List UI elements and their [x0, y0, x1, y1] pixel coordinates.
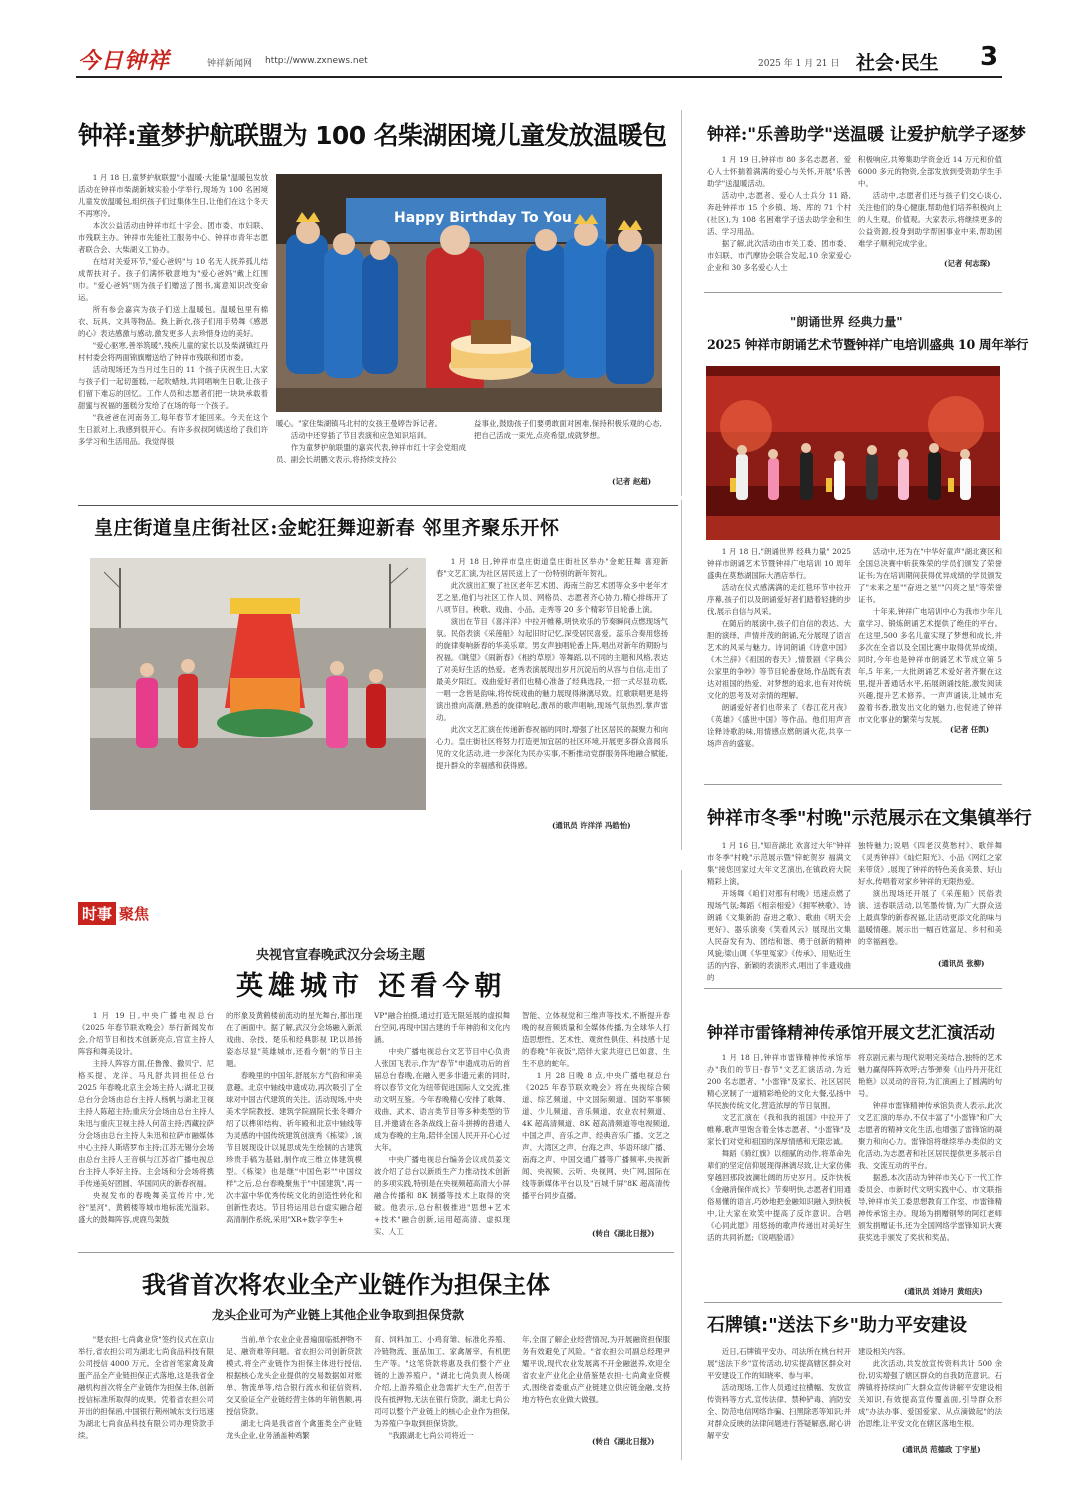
article7-title: 石牌镇:"送法下乡"助力平安建设	[707, 1315, 967, 1336]
article5-col2: 独特魅力;说唱《四老汉莫愁村》、歌伴舞《灵秀钟祥》《灿烂阳光》、小品《网红之家来带货》,展现了钟祥的特色美食美景、好山好水,传唱着对家乡钟祥的无限热爱。 演出现场还开展了《采莲船》民俗表演、送春联活动,以笔墨传情,为广大群众送上最真挚的新春祝福,让活动更添文化韵味与温暖情趣。展示出一幅百姓富足、乡村和美的幸福画卷。	[858, 841, 1002, 946]
article6-col2: 将京剧元素与现代说唱完美结合,独特的艺术魅力赢得阵阵欢呼;古筝弹奏《山丹丹开花红艳艳》以灵动的音符,为汇演画上了圆满的句号。 钟祥市雷锋精神传承馆负责人表示,此次文艺汇演的举办,不仅丰富了"小雷锋"和广大志愿者的精神文化生活,也增强了雷锋馆的凝聚力和向心力。雷锋馆将继续举办类似的文化活动,为志愿者和社区居民提供更多展示自我、交流互动的平台。 据悉,本次活动为钟祥市关心下一代工作委员会、市新时代文明实践中心、市文联指导,钟祥市关工委思想教育工作室、市雷锋精神传承馆主办。现场为捐赠钢琴的阿红老师颁发捐赠证书,还为全国网络学雷锋知识大赛获奖选手颁发了奖状和奖品。	[858, 1053, 1002, 1242]
divider-a2	[704, 292, 1002, 293]
article3-byline: (记者 任凯)	[950, 725, 990, 734]
shishi-label	[78, 902, 152, 924]
article7-byline: (通讯员 范德政 丁宇星)	[902, 1445, 981, 1454]
article3-kicker: "朗诵世界 经典力量"	[790, 315, 903, 329]
article8-col3: 育、饲料加工、小鸡育雏、标准化养殖、冷链物流、蛋品加工、家禽屠宰、有机肥生产等。"这笔贷款将惠及我们整个产业链的上游养殖户。"湖北七尚负责人杨砚介绍,上游养殖企业急需扩大生产,但苦于没有抵押物,无法在银行贷款。湖北七尚公司可以整个产业链上的核心企业作为担保,为养殖户争取到担保贷款。 "我跟湖北七尚公司将近一	[374, 1335, 510, 1440]
article8-col2: 当前,单个农业企业普遍面临抵押物不足、融资难等问题。省农担公司创新贷款模式,将全产业链作为担保主体进行授信,根据核心龙头企业提供的交易数据如对账单、物流单等,结合银行流水和征信资料,交叉验证全产业链经营主体的年销售额,再授信贷款。 湖北七尚是我省首个禽蛋类全产业链龙头企业,业务涵盖种鸡繁	[226, 1335, 362, 1440]
logo-text: 今日钟祥	[78, 48, 171, 74]
issue-date: 2025 年 1 月 21 日	[758, 59, 840, 69]
article4-byline: (通讯员 许洋洋 冯皓怡)	[552, 821, 631, 830]
shishi-col3: VP"融合拍摄,通过打造无限延展的虚拟舞台空间,再现中国古建的千年神韵和文化内涵。 中央广播电视总台文艺节目中心负责人张国飞表示,作为"春节"申遗成功后的首届总台春晚,在融入更多非遗元素的同时,将以春节文化为纽带促进国际人文交流,推动文明互鉴。今年春晚精心安排了歌舞、戏曲、武术、语言类节目等多种类型的节目,并邀请在各条战线上奋斗拼搏的普通人成为春晚的主角,陪伴全国人民开开心心过大年。 中央广播电视总台编务会议成员姜文波介绍了总台以新质生产力推动技术创新的多项实践,特别是在央视频超高清大小屏融合传播和 8K 制播等技术上取得的突破。他表示,总台积极推进"思想+艺术+技术"融合创新,运用超高清、虚拟现实、人工	[374, 1011, 510, 1236]
article1-byline: (记者 赵超)	[612, 477, 652, 486]
folk-performance-photo	[90, 558, 426, 810]
shishi-byline: (转自《湖北日报》)	[592, 1229, 655, 1238]
shishi-title: 英雄城市 还看今朝	[236, 971, 507, 1002]
ceremony-stage-photo	[706, 366, 1000, 540]
header-rule	[76, 76, 1002, 78]
article8-title: 我省首次将农业全产业链作为担保主体	[142, 1270, 550, 1299]
masthead-logo	[78, 44, 196, 74]
site-name: 钟祥新闻网	[207, 59, 253, 69]
article8-col1: "楚农担·七尚禽业贷"签约仪式在京山举行,省农担公司为湖北七尚食品科技有限公司授信 4000 万元。全省首笔家禽及禽蛋产品全产业链担保正式落地,这是我省金融机构首次将全产业链作为担保主体,创新授信标准所取得的成果。凭着省农担公司开出的担保函,中国银行荆州城东支行迅速为湖北七尚食品科技有限公司办理贷款手续。	[78, 1335, 214, 1440]
article8-byline: (转自《湖北日报》)	[592, 1437, 655, 1446]
section-title: 社会·民生	[856, 52, 939, 74]
article6-title: 钟祥市雷锋精神传承馆开展文艺汇演活动	[707, 1023, 996, 1042]
article2-col1: 1 月 19 日,钟祥市 80 多名志愿者、爱心人士怀揣着满满的爱心与关怀,开展"乐善助学"送温暖活动。 活动中,志愿者、爱心人士兵分 11 路,奔赴钟祥市 15 个乡镇、场、库的 71 个村(社区),为 108 名困难学子送去助学金和生活、学习用品。 据了解,此次活动由市关工委、团市委、市妇联、市汽摩协会联合发起,10 余家爱心企业和 30 多名爱心人士	[707, 155, 851, 272]
shishi-kicker: 央视官宣春晚武汉分会场主题	[256, 948, 426, 963]
article5-byline: (通讯员 张柳)	[938, 959, 985, 968]
article8-subtitle: 龙头企业可为产业链上其他企业争取到担保贷款	[212, 1308, 465, 1322]
article4-title: 皇庄街道皇庄街社区:金蛇狂舞迎新春 邻里齐聚乐开怀	[94, 517, 560, 539]
shishi-col1: 1 月 19 日,中央广播电视总台《2025 年春节联欢晚会》举行新闻发布会,介绍节目和技术创新亮点,官宣主持人阵容和舞美设计。 主持人阵容方面,任鲁豫、撒贝宁、尼格买提、龙洋、马凡舒共同担任总台 2025 年春晚北京主会场主持人;湖北卫视总台分会场由总台主持人杨帆与湖北卫视主持人陈超主持;重庆分会场由总台主持人朱迅与重庆卫视主持人何苗主持;西藏拉萨分会场由总台主持人朱迅和拉萨市融媒体中心主持人斯塔罗布主持;江苏无锡分会场由总台主持人王音棋与江苏省广播电视总台主持人李好主持。主会场和分会场将携手传递美好团圆、华国同庆的新春祝福。 央视发布的春晚舞美宣传片中,光谷"星河"、黄鹤楼等城市地标流光溢彩。盛大的鼓舞阵容,虎鹿鸟架鼓	[78, 1011, 214, 1224]
article2-byline: (记者 何志琛)	[944, 259, 991, 268]
divider-a3	[704, 784, 1002, 785]
shishi-label-a: 时事	[78, 902, 116, 925]
col-divider-mid	[681, 500, 682, 850]
article1-col2: 暖心。"家住柴湖镇马北村的女孩王曼婷告诉记者。 活动中还穿插了节目表演和应急知识培训。 作为童梦护航联盟的嘉宾代表,钟祥市红十字会党组成员、副会长胡鹏文表示,将持续支持公	[276, 419, 466, 464]
divider-shishi	[78, 1252, 674, 1253]
article7-col2: 建设相关内容。 此次活动,共发放宣传资料共计 500 余份,切实增强了辖区群众的自我防范意识。石牌镇将持续向广大群众宣传讲解平安建设相关知识,有效提高宣传覆盖面,引导群众形成"办法办事、爱国爱家、从点滴做起"的法治思维,让平安文化在辖区落地生根。	[858, 1347, 1002, 1428]
article2-title: 钟祥:"乐善助学"送温暖 让爱护航学子逐梦	[707, 125, 1026, 145]
photo-banner-text: Happy Birthday To You	[394, 210, 572, 226]
article5-title: 钟祥市冬季"村晚"示范展示在文集镇举行	[707, 808, 1032, 829]
article6-col1: 1 月 18 日,钟祥市雷锋精神传承馆举办"我们的节日·春节"文艺汇演活动,为近 200 名志愿者、"小雷锋"及家长、社区居民精心烹制了一道精彩绝伦的文化大餐,弘扬中华民族传统文化,营造浓厚的节日氛围。 文艺汇演在《我和我的祖国》中拉开了帷幕,歌声里饱含着全体志愿者、"小雷锋"及家长们对党和祖国的深厚情感和无限忠诚。 舞蹈《骑红旗》以细腻的动作,将革命先辈们的坚定信仰展现得淋漓尽致,让大家仿佛穿越回那段波澜壮阔的历史岁月。反诈快板《金融消保伴成长》节奏明快,志愿者们用通俗易懂的语言,巧妙地把金融知识融入到快板中,让大家在欢笑中提高了反诈意识。合唱《心同此愿》用悠扬的歌声传递出对美好生活的共同祈愿;《说唱脸谱》	[707, 1053, 851, 1242]
article4-body: 1 月 18 日,钟祥市皇庄街道皇庄街社区举办"金蛇狂舞 喜迎新春"文艺汇演,为社区居民送上了一份特别的新年贺礼。 此次演出汇聚了社区老年艺术团、海南兰韵艺术团等众多中老年才艺之星,他们与社区工作人员、网格员、志愿者齐心协力,精心排练开了八项节目。秧歌、戏曲、小品、走秀等 20 多个精彩节目轮番上演。 演出在节目《喜洋洋》中拉开帷幕,明快欢乐的节奏瞬间点燃现场气氛。民俗表演《采莲船》勾起旧时记忆,深受居民喜爱。蕊乐合奏用悠扬的旋律奏响新春的华美乐章。男女声独唱轮番上阵,唱出对新年的期盼与祝福。《眺望》《闹新春》《相约草原》等舞蹈,以不同的主题和风格,表达了对美好生活的热爱。老秀表演展现出岁月沉淀后的从容与自信,走出了最美夕阳红。戏曲爱好者们也精心准备了经典选段,一招一式尽显功底,一唱一念皆是韵味,将传统戏曲的魅力展现得淋漓尽致。红歌联唱更是将演出推向高潮,熟悉的旋律响起,激昂的歌声唱响,现场气氛热烈,掌声雷动。 此次文艺汇演在传递新春祝福的同时,增强了社区居民的凝聚力和向心力。皇庄街社区将努力打造更加宜居的社区环境,开展更多群众喜闻乐见的文化活动,进一步深化为民办实事,不断推动党群服务阵地融合赋能,提升群众的幸福感和获得感。	[436, 557, 668, 770]
article3-title: 2025 钟祥市朗诵艺术节暨钟祥广电培训盛典 10 周年举行	[707, 337, 1029, 352]
birthday-party-photo	[276, 174, 662, 412]
shishi-col4: 智能、立体视觉和三维声等技术,不断提升春晚的视音频质量和全媒体传播,为全球华人打造思想性、艺术性、观赏性俱佳、科技感十足的春晚"年夜饭",陪伴大家共迎已巳如意、生生不息的蛇年。 1 月 28 日晚 8 点,中央广播电视总台《2025 年春节联欢晚会》将在央视综合频道、综艺频道、中文国际频道、国防军事频道、少儿频道、音乐频道、农业农村频道、4K 超高清频道、8K 超高清频道等电视频道,中国之声、音乐之声、经典音乐广播、文艺之声、大湾区之声、台海之声、华语环球广播、南海之声、中国交通广播等广播频率,央视新闻、央视频、云听、央视网、央广网,国际在线等新媒体平台以及"百城千屏"8K 超高清传播平台同步直播。	[522, 1011, 670, 1200]
article2-col2: 积极响应,共筹集助学资金近 14 万元和价值 6000 多元的物资,全部发放到受资助学生手中。 活动中,志愿者们还与孩子们交心谈心,关注他们的身心健康,帮助他们培养积极向上的人生观、价值观。大家表示,将继续更多的公益资源,投身到助学帮困事业中来,帮助困难学子顺利完成学业。	[858, 155, 1002, 248]
article1-col3: 益事业,鼓励孩子们要勇敢面对困难,保持积极乐观的心态,把自己活成一束光,点亮希望,成就梦想。	[474, 419, 662, 440]
article3-col1: 1 月 18 日,"朗诵世界 经典力量" 2025 钟祥市朗诵艺术节暨钟祥广电培训 10 周年盛典在莫愁湖国际大酒店举行。 活动在仪式感满满的走红毯环节中拉开序幕,孩子们以及朗诵爱好者们踏着轻捷的步伐,展示自信与风采。 在随后的展演中,孩子们自信的表达、大胆的演绎、声情并茂的朗诵,充分展现了语言艺术的风采与魅力。诗词朗诵《诗意中国》《木兰辞》《祖国的春天》,情景剧《字典公公家里的争吵》等节目轮番登场,作品既有表达对祖国的热爱、对梦想的追求,也有对传统文化的思考及对亲情的理解。 朗诵爱好者们也带来了《春江花月夜》《英雄》《盛世中国》等作品。他们用声音诠释诗歌韵味,用情感点燃朗诵火花,共享一场声音的盛宴。	[707, 547, 851, 748]
article7-col1: 近日,石牌镇平安办、司法所在桃台村开展"送法下乡"宣传活动,切实提高辖区群众对平安建设工作的知晓率、参与率。 活动现场,工作人员通过拉横幅、发放宣传资料等方式,宣传法律、禁种铲毒、消防安全、防范电信网络诈骗、扫黑除恶等知识;并对群众反映的法律问题进行答疑解惑,耐心讲解平安	[707, 1347, 851, 1440]
article3-col2: 活动中,还为在"中华好童声"湖北赛区和全国总决赛中斩获殊荣的学员们颁发了荣誉证书;为在培训期间获得优异成绩的学员颁发了"未来之星""奋进之星""闪亮之星"等荣誉证书。 十年来,钟祥广电培训中心为我市少年儿童学习、锻炼朗诵艺术提供了绝佳的平台。在这里,500 多名儿童实现了梦想和成长,并多次在全省以及全国比赛中取得优异成绩。同时,今年也是钟祥市朗诵艺术节成立第 5 年,5 年来,一大批朗诵艺术爱好者齐聚在这里,提升普通话水平,拓展朗诵技能,激发阅读兴趣,提升艺术修养。一声声诵读,让城市充盈着书香,散发出文化的魅力,也促进了钟祥市文化事业的繁荣与发展。	[858, 547, 1002, 724]
shishi-label-b: 聚焦	[119, 904, 150, 923]
site-url[interactable]: http://www.zxnews.net	[265, 56, 368, 66]
article1-col1: 1 月 18 日,童梦护航联盟"小温暖·大能量"温暖包发放活动在钟祥市柴湖新城实验小学举行,现场为 100 名困境儿童发放温暖包,组织孩子们过集体生日,让他们在这个冬天不再寒冷。 本次公益活动由钟祥市红十字会、团市委、市妇联、市残联主办。钟祥市先能社工服务中心、钟祥市青年志愿者联合会、大柴湖义工协办。 在结对关爱环节,"爱心爸妈"与 10 名无人抚养孤儿结成帮扶对子。孩子们满怀敬意地为"爱心爸妈"戴上红围巾。"爱心爸妈"则为孩子们赠送了图书,寓意知识改变命运。 所有参会嘉宾为孩子们送上温暖包。温暖包里有棉衣、玩具、文具等物品。换上新衣,孩子们用手势舞《感恩的心》表达感激与感动,激发更多人去珍惜身边的美好。 "爱心驱寒,善举筑暖",残疾儿童的家长以及柴湖镇红丹村村委会将两面锦旗赠送给了钟祥市残联和团市委。 活动现场还为当月过生日的 11 个孩子庆祝生日,大家与孩子们一起切蛋糕,一起吹蜡烛,共同唱响生日歌,让孩子们留下难忘的回忆。工作人员和志愿者们把一块块承载着甜蜜与祝福的蛋糕分发给了在场的每一个孩子。 "我爸爸在河南务工,每年春节才能回来。今天在这个生日派对上,我感到很开心。有许多叔叔阿姨送给了我们许多学习和生活用品。我觉得很	[78, 173, 268, 446]
shishi-col2: 的形象及黄鹤楼前流动的星光舞台,都出现在了画面中。据了解,武汉分会场融入新派戏曲、杂技、楚乐和经典影视 IP,以昂扬姿态尽显"英雄城市,还看今朝"的节日主题。 春晚里的中国年,舒展东方气韵和审美意趣。北京中轴线申遗成功,再次吸引了全球对中国古代建筑的关注。活动现场,中央美术学院教授、建筑学院副院长张冬卿介绍了以榫卯结构、祈年殿和北京中轴线等为灵感的中国传统建筑创演秀《栋梁》,该节目展现设计以晁思成先生绘制的古建筑珍贵手稿为基础,制作成三维立体建筑模型。《栋梁》也是继"中国色彩""中国纹样"之后,总台春晚聚焦于"中国建筑",再一次丰富中华优秀传统文化的创造性转化和创新性表达。节目将运用总台虚实融合超高清制作系统,采用"XR+数字孪生+	[226, 1011, 362, 1224]
article1-title: 钟祥:童梦护航联盟为 100 名柴湖困境儿童发放温暖包	[78, 121, 667, 150]
col-divider-bottom	[681, 870, 682, 1460]
article6-byline: (通讯员 刘诗月 黄绍庆)	[904, 1287, 983, 1296]
page-number: 3	[980, 42, 999, 72]
article8-col4: 年,全面了解企业经营情况,为开展融资担保服务有效避免了风险。"省农担公司副总经理尹耀平说,现代农业发展离不开金融滋养,欢迎全省农业产业化企业借鉴楚农担·七尚禽业贷模式,围绕省委重点产业链建立供应链金融,支持地方特色农业做大做强。	[522, 1335, 670, 1404]
article5-col1: 1 月 16 日,"知音湖北 欢喜过大年"钟祥市冬季"村晚"示范展示暨"锌蛇贺岁 福满文集"接您回家过大年文艺演出,在镇政府大院精彩上演。 开场舞《咱们对那有村晚》迅速点燃了现场气氛;舞蹈《相亲相爱》《拥军秧歌》、诗朗诵《文集新韵 奋进之歌》、歌曲《明天会更好》、器乐演奏《笑看风云》展现出文集人民奋发有为、团结和谐、勇于创新的精神风貌;梁山调《华里冤家》《传承》、用贴近生活的内容、新颖的表演形式,唱出了非遗戏曲的	[707, 841, 851, 982]
divider-a4-top	[78, 505, 678, 506]
divider-a5	[704, 988, 1002, 989]
col-divider-top	[681, 110, 682, 496]
divider-a6	[704, 1302, 1002, 1303]
